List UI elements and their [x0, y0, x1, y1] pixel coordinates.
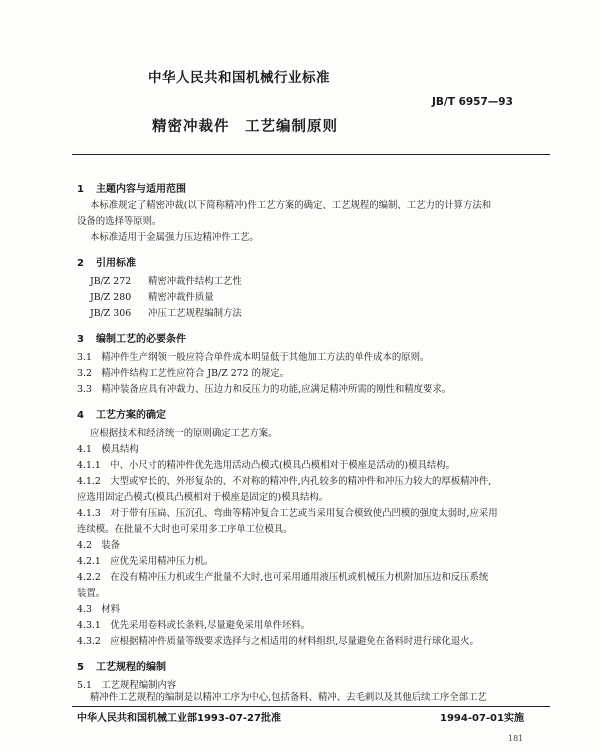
reference-code: JB/Z 272	[90, 276, 132, 287]
header-rule	[72, 154, 550, 155]
subheading: 4.1 模具结构	[77, 444, 139, 455]
clause: 连续模。在批量不大时也可采用多工序单工位模具。	[77, 524, 293, 535]
reference-name: 精密冲裁件质量	[148, 292, 214, 303]
paragraph: 本标准适用于金属强力压边精冲件工艺。	[90, 232, 259, 243]
clause: 4.1.2 大型或窄长的、外形复杂的、不对称的精冲件,内孔较多的精冲件和冲压力较大的厚板精冲件,	[77, 476, 492, 487]
section-2-heading	[77, 254, 136, 269]
paragraph: 精冲件工艺规程的编制是以精冲工序为中心,包括备料、精冲、去毛刺以及其他后续工序全部工艺	[90, 692, 487, 703]
document-title: 精密冲裁件 工艺编制原则	[152, 119, 338, 135]
reference-code: JB/Z 306	[90, 308, 132, 319]
section-title: 工艺方案的确定	[95, 410, 166, 421]
clause: 4.3.1 优先采用卷料或长条料,尽量避免采用单件坯料。	[77, 620, 311, 631]
reference-name: 精密冲裁件结构工艺性	[148, 276, 242, 287]
section-1-heading	[77, 180, 186, 195]
standard-number: JB/T 6957—93	[432, 96, 513, 108]
page-number: 181	[508, 734, 524, 743]
section-title: 编制工艺的必要条件	[95, 334, 186, 345]
section-number: 2	[77, 258, 84, 269]
section-4-heading	[77, 406, 166, 421]
paragraph: 本标准规定了精密冲裁(以下简称精冲)件工艺方案的确定、工艺规程的编制、工艺力的计算方法和	[90, 200, 492, 211]
section-5-heading	[77, 658, 166, 673]
section-number: 5	[77, 662, 84, 673]
clause: 4.1.3 对于带有压扁、压沉孔、弯曲等精冲复合工艺或当采用复合模致使凸凹模的强度太弱时,应采用	[77, 508, 498, 519]
clause: 3.3 精冲装备应具有冲裁力、压边力和反压力的功能,应满足精冲所需的刚性和精度要求。	[77, 384, 452, 395]
implementation-date: 1994-07-01实施	[440, 713, 524, 724]
clause: 4.2.2 在没有精冲压力机或生产批量不大时,也可采用通用液压机或机械压力机附加压边和反压系统	[77, 572, 489, 583]
reference-item	[90, 308, 242, 320]
clause: 4.1.1 中、小尺寸的精冲件优先选用活动凸模式(模具凸模相对于模座是活动的)模具结构。	[77, 460, 456, 471]
section-number: 3	[77, 334, 84, 345]
subheading: 4.2 装备	[77, 540, 121, 551]
clause: 4.2.1 应优先采用精冲压力机。	[77, 556, 214, 567]
paragraph: 设备的选择等原则。	[77, 216, 162, 227]
clause: 4.3.2 应根据精冲件质量等级要求选择与之相适用的材料组织,尽量避免在备料时进行球化退火。	[77, 636, 479, 647]
subheading: 5.1 工艺规程编制内容	[77, 680, 177, 691]
section-title: 引用标准	[95, 258, 136, 269]
paragraph: 应根据技术和经济统一的原则确定工艺方案。	[90, 428, 278, 439]
reference-code: JB/Z 280	[90, 292, 132, 303]
approval-line: 中华人民共和国机械工业部1993-07-27批准	[77, 713, 281, 724]
section-number: 4	[77, 410, 84, 421]
clause: 装置。	[77, 588, 106, 599]
reference-name: 冲压工艺规程编制方法	[148, 308, 242, 319]
clause: 应选用固定凸模式(模具凸模相对于模座是固定的)模具结构。	[77, 492, 329, 503]
reference-item	[90, 276, 242, 288]
section-number: 1	[77, 184, 84, 195]
section-title: 工艺规程的编制	[95, 662, 166, 673]
section-title: 主题内容与适用范围	[95, 184, 186, 195]
subheading: 4.3 材料	[77, 604, 121, 615]
reference-item	[90, 292, 214, 304]
section-3-heading	[77, 330, 186, 345]
issuing-organization: 中华人民共和国机械行业标准	[148, 70, 330, 86]
footer-rule	[72, 706, 550, 707]
clause: 3.2 精冲件结构工艺性应符合 JB/Z 272 的规定。	[77, 368, 290, 379]
clause: 3.1 精冲件生产纲领一般应符合单件成本明显低于其他加工方法的单件成本的原则。	[77, 352, 430, 363]
